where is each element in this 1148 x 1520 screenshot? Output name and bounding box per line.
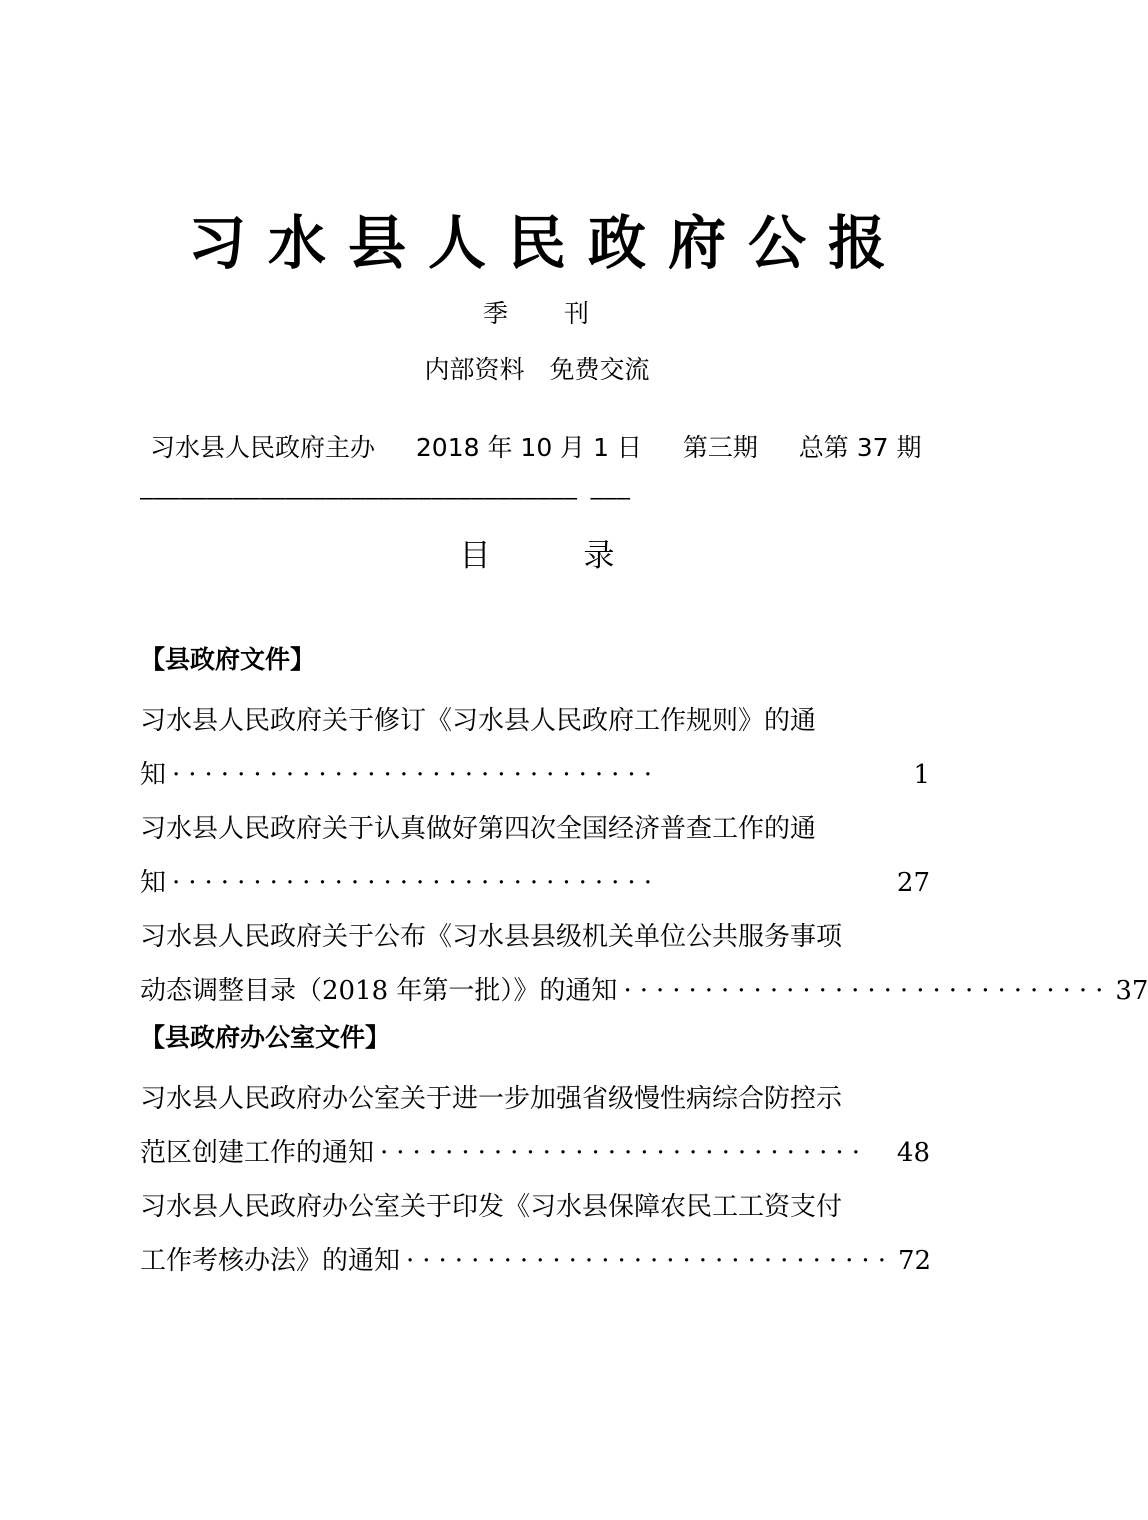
- divider-dashes: ————————————————————————————————— ———: [140, 486, 631, 511]
- toc-entry-last-line: [140, 1126, 930, 1180]
- page-number: 48: [896, 1138, 930, 1168]
- toc-entry-text: 工作考核办法》的通知: [140, 1246, 401, 1276]
- toc-entry-line: 习水县人民政府关于公布《习水县县级机关单位公共服务事项: [140, 922, 843, 952]
- publication-frequency: 季 刊: [482, 299, 591, 328]
- dot-leader: ······························: [172, 868, 660, 898]
- dot-leader: ······························: [623, 976, 1112, 1006]
- toc-entry-last-line: [140, 748, 930, 802]
- toc-entry[interactable]: [140, 802, 930, 910]
- toc-entry-line: 习水县人民政府关于修订《习水县人民政府工作规则》的通: [140, 706, 817, 736]
- page-number: 1: [913, 760, 930, 790]
- toc-entry-line: 习水县人民政府关于认真做好第四次全国经济普查工作的通: [140, 814, 817, 844]
- page-number: 72: [897, 1246, 932, 1276]
- dot-leader: ······························: [172, 760, 660, 790]
- divider-rule: [140, 486, 930, 511]
- toc-entry-last-line: [140, 1234, 930, 1288]
- toc-entry-text: 范区创建工作的通知: [140, 1138, 375, 1168]
- toc-entry[interactable]: [140, 694, 930, 802]
- section-heading-county-office: 【县政府办公室文件】: [140, 1023, 391, 1052]
- toc-entry-line: 习水县人民政府办公室关于进一步加强省级慢性病综合防控示: [140, 1084, 843, 1114]
- table-of-contents: [140, 640, 1148, 1288]
- toc-entry[interactable]: [140, 1072, 930, 1180]
- toc-entry-last-line: [140, 856, 930, 910]
- toc-entry-line: 习水县人民政府办公室关于印发《习水县保障农民工工资支付: [140, 1192, 843, 1222]
- toc-entry[interactable]: [140, 1180, 930, 1288]
- toc-entry-last-line: [140, 964, 1148, 1018]
- issue-info: 习水县人民政府主办 2018 年 10 月 1 日 第三期 总第 37 期: [150, 433, 922, 462]
- toc-title: 目 录: [459, 538, 615, 574]
- bulletin-title: 习水县人民政府公报: [187, 209, 908, 277]
- toc-entry-text: 知: [140, 868, 167, 898]
- toc-entry-text: 知: [140, 760, 167, 790]
- section-heading-county-gov: 【县政府文件】: [140, 645, 316, 674]
- page-number: 27: [896, 868, 930, 898]
- toc-entry[interactable]: [140, 910, 1148, 1018]
- dot-leader: ······························: [380, 1138, 868, 1168]
- dot-leader: ······························: [406, 1246, 894, 1276]
- toc-entry-text: 动态调整目录（2018 年第一批）》的通知: [140, 976, 618, 1006]
- internal-note: 内部资料 免费交流: [424, 355, 650, 384]
- page-number: 37: [1115, 976, 1148, 1006]
